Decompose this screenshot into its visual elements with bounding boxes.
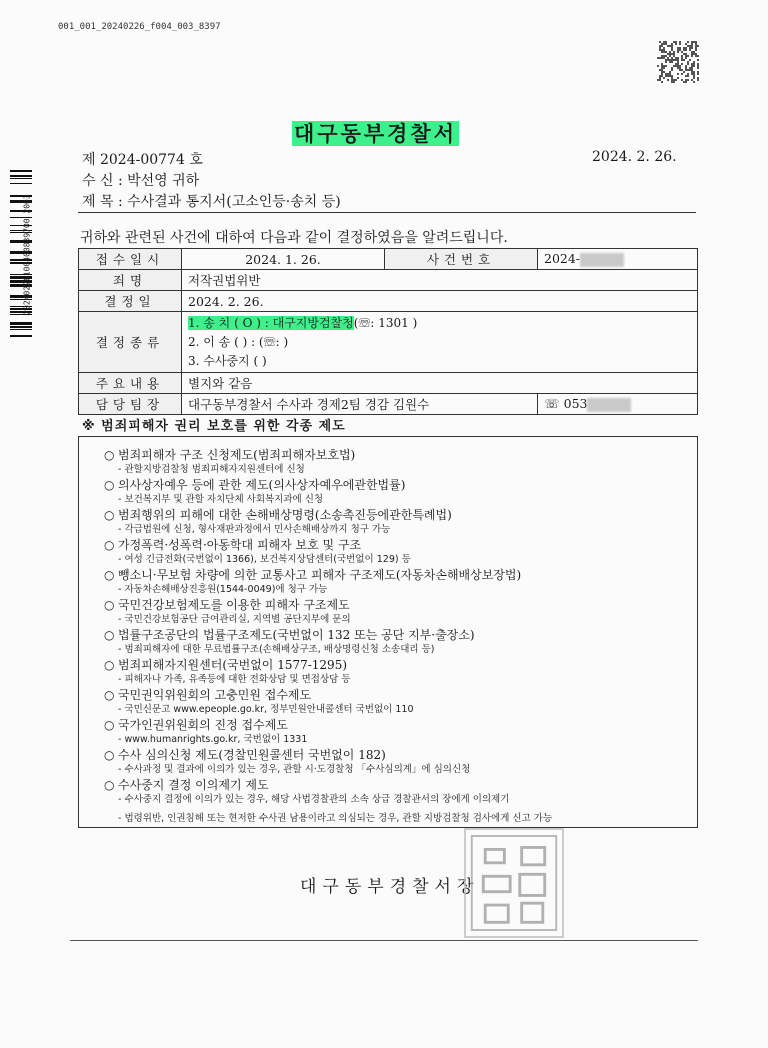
document-number: 제 2024-00774 호 [82, 152, 203, 168]
officer-label: 담당팀장 [79, 394, 182, 415]
rights-item-title: 뺑소니·무보험 차량에 의한 교통사고 피해자 구조제도(자동차손해배상보장법) [118, 568, 522, 582]
rights-item-title: 수사 심의신청 제도(경찰민원콜센터 국번없이 182) [118, 748, 386, 762]
case-number-label: 사건번호 [385, 249, 538, 270]
decision-option-3: 3. 수사중지 ( ) [188, 353, 267, 368]
main-content-label: 주요내용 [79, 373, 182, 394]
bullet-icon: ○ [104, 568, 115, 582]
subject: 제 목 : 수사결과 통지서(고소인등·송치 등) [82, 194, 341, 210]
rights-item-title: 범죄피해자지원센터(국번없이 1577-1295) [118, 658, 348, 672]
issuer-name: 대구동부경찰서장 [300, 877, 480, 897]
bullet-icon: ○ [104, 538, 115, 552]
offense-label: 죄명 [79, 270, 182, 291]
decision-option-1-phone: (☏: 1301 ) [353, 315, 418, 330]
receipt-label: 접수일시 [79, 249, 182, 270]
decision-date-label: 결정일 [79, 291, 182, 312]
decision-option-2: 2. 이 송 ( ) : (☏: ) [188, 334, 289, 349]
rights-item-detail: - 보건복지부 및 관할 자치단체 사회복지과에 신청 [118, 494, 324, 505]
rights-item-detail: - 여성 긴급전화(국번없이 1366), 보건복지상담센터(국번없이 129) 등 [118, 554, 411, 565]
notice-title: ※ 범죄피해자 권리 보호를 위한 각종 제도 [82, 419, 346, 434]
bullet-icon: ○ [104, 508, 115, 522]
rights-item-detail: - 법령위반, 인권침해 또는 현저한 수사권 남용이라고 의심되는 경우, 관할 지방검찰청 검사에게 신고 가능 [118, 813, 553, 824]
rights-item-title: 수사중지 결정 이의제기 제도 [118, 778, 269, 792]
case-number-cell [538, 249, 698, 270]
bullet-icon: ○ [104, 718, 115, 732]
barcode-text: 20240226100400839700 2003 [22, 194, 32, 315]
bullet-icon: ○ [104, 478, 115, 492]
bullet-icon: ○ [104, 628, 115, 642]
rights-item-title: 국가인권위원회의 진정 접수제도 [118, 718, 288, 732]
phone-value: 053 [563, 396, 588, 412]
rights-item-title: 법률구조공단의 법률구조제도(국번없이 132 또는 공단 지부·출장소) [118, 628, 475, 642]
receipt-value: 2024. 1. 26. [182, 249, 385, 270]
rights-item-title: 국민권익위원회의 고충민원 접수제도 [118, 688, 312, 702]
case-number-value: 2024- [544, 251, 581, 267]
bullet-icon: ○ [104, 448, 115, 462]
rights-item-detail: - 국민건강보험공단 급여관리실, 지역별 공단지부에 문의 [118, 614, 351, 625]
document-date: 2024. 2. 26. [592, 149, 677, 165]
rights-item-detail: - 수사과정 및 결과에 이의가 있는 경우, 관할 시·도경찰청 「수사심의계」에 심의신청 [118, 764, 471, 775]
main-content-value: 별지와 같음 [182, 373, 698, 394]
rights-item-detail: - 범죄피해자에 대한 무료법률구조(손해배상구조, 배상명령신청 소송대리 등) [118, 644, 435, 655]
rights-item-detail: - 수사중지 결정에 이의가 있는 경우, 해당 사법경찰관의 소속 상급 경찰관서의 장에게 이의제기 [118, 794, 510, 805]
decision-type-cell [182, 312, 698, 373]
decision-option-1: 1. 송 치 ( O ) : 대구지방검찰청 [188, 315, 354, 330]
case-info-table [78, 248, 698, 415]
rights-item-title: 범죄행위의 피해에 대한 손해배상명령(소송촉진등에관한특례법) [118, 508, 452, 522]
rights-item-title: 가정폭력·성폭력·아동학대 피해자 보호 및 구조 [118, 538, 362, 552]
rights-item-detail: - 자동차손해배상진흥원(1544-0049)에 청구 가능 [118, 584, 328, 595]
intro-text: 귀하와 관련된 사건에 대하여 다음과 같이 결정하였음을 알려드립니다. [80, 230, 508, 246]
rights-item-detail: - 각급법원에 신청, 형사재판과정에서 민사손해배상까지 청구 가능 [118, 524, 391, 535]
rights-item-detail: - 국민신문고 www.epeople.go.kr, 정부민원안내콜센터 국번없이 110 [118, 704, 414, 715]
document-title: 대구동부경찰서 [294, 121, 458, 146]
rights-item-title: 범죄피해자 구조 신청제도(범죄피해자보호법) [118, 448, 356, 462]
phone-cell [538, 394, 698, 415]
decision-date-value: 2024. 2. 26. [182, 291, 698, 312]
recipient: 수 신 : 박선영 귀하 [82, 173, 200, 189]
bullet-icon: ○ [104, 778, 115, 792]
rights-item-title: 국민건강보험제도를 이용한 피해자 구조제도 [118, 598, 350, 612]
bullet-icon: ○ [104, 688, 115, 702]
redacted-block [587, 398, 631, 412]
rights-item-detail: - 피해자나 가족, 유족등에 대한 전화상담 및 면접상담 등 [118, 674, 351, 685]
bullet-icon: ○ [104, 658, 115, 672]
offense-value: 저작권법위반 [182, 270, 698, 291]
decision-type-label: 결정종류 [79, 312, 182, 373]
official-seal-image [464, 828, 564, 938]
header-divider [78, 212, 696, 213]
bullet-icon: ○ [104, 598, 115, 612]
rights-item-detail: - www.humanrights.go.kr, 국번없이 1331 [118, 734, 308, 745]
bullet-icon: ○ [104, 748, 115, 762]
phone-icon: ☏ [544, 396, 560, 412]
qr-code-image [656, 40, 699, 83]
file-id: 001_001_20240226_f004_003_8397 [58, 22, 221, 32]
officer-value: 대구동부경찰서 수사과 경제2팀 경감 김원수 [182, 394, 538, 415]
redacted-block [580, 253, 624, 267]
rights-item-detail: - 관할지방검찰청 범죄피해자지원센터에 신청 [118, 464, 305, 475]
bottom-divider [70, 940, 698, 941]
rights-item-title: 의사상자예우 등에 관한 제도(의사상자예우에관한법률) [118, 478, 406, 492]
